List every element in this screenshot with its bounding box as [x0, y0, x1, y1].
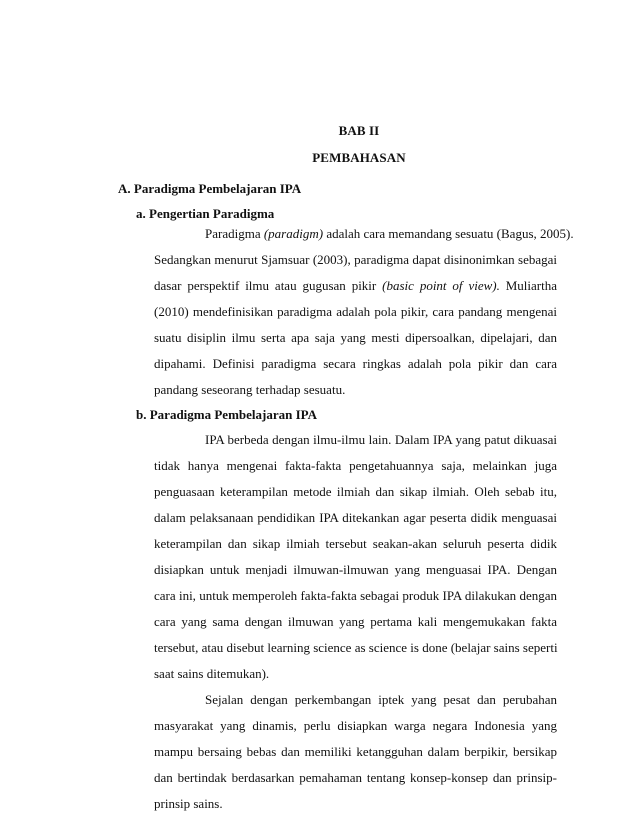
text-run: dasar perspektif ilmu atau gugusan pikir — [154, 278, 383, 293]
paragraph-line: tersebut, atau disebut learning science as science is done (belajar sains seperti — [154, 640, 558, 655]
paragraph-line — [154, 330, 557, 346]
text-run: Muliartha — [499, 278, 558, 293]
paragraph-line — [154, 252, 557, 268]
italic-term: (paradigm) — [263, 226, 324, 241]
section-a-heading: A. Paradigma Pembelajaran IPA — [118, 181, 302, 196]
paragraph-line: tidak hanya mengenai fakta-fakta pengetahuannya saja, melainkan juga — [154, 458, 557, 473]
text-run: adalah cara memandang sesuatu (Bagus, 2005). — [323, 226, 574, 241]
paragraph-line: saat sains ditemukan). — [154, 666, 270, 681]
paragraph-line: mampu bersaing bebas dan memiliki ketangguhan dalam berpikir, bersikap — [154, 744, 557, 759]
paragraph-line: prinsip sains. — [154, 796, 223, 811]
text-run: Paradigma — [205, 226, 264, 241]
text-run: suatu disiplin ilmu serta apa saja yang mesti dipersoalkan, dipelajari, dan — [154, 330, 557, 345]
chapter-title: PEMBAHASAN — [312, 150, 406, 165]
text-run: (2010) mendefinisikan paradigma adalah pola pikir, cara pandang mengenai — [154, 304, 557, 319]
paragraph-line: IPA berbeda dengan ilmu-ilmu lain. Dalam IPA yang patut dikuasai — [205, 432, 557, 447]
paragraph-line — [154, 356, 557, 372]
paragraph-line: masyarakat yang dinamis, perlu disiapkan warga negara Indonesia yang — [154, 718, 557, 733]
text-run: Sedangkan menurut Sjamsuar (2003), paradigma dapat disinonimkan sebagai — [154, 252, 557, 267]
paragraph-line — [154, 382, 557, 398]
paragraph-line: penguasaan keterampilan metode ilmiah dan sikap ilmiah. Oleh sebab itu, — [154, 484, 557, 499]
paragraph-line: cara ini, untuk memperoleh fakta-fakta sebagai produk IPA dilakukan dengan — [154, 588, 557, 603]
paragraph-line: dalam pelaksanaan pendidikan IPA ditekankan agar peserta didik menguasai — [154, 510, 557, 525]
paragraph-line — [154, 304, 557, 320]
paragraph-line: Sejalan dengan perkembangan iptek yang pesat dan perubahan — [205, 692, 557, 707]
paragraph-line: keterampilan dan sikap ilmiah tersebut seakan-akan seluruh peserta didik — [154, 536, 557, 551]
paragraph-line — [205, 226, 574, 242]
chapter-number: BAB II — [338, 123, 380, 138]
paragraph-line: dan bertindak berdasarkan pemahaman tentang konsep-konsep dan prinsip- — [154, 770, 557, 785]
italic-term: (basic point of view). — [382, 278, 500, 293]
subsection-b-heading: b. Paradigma Pembelajaran IPA — [136, 407, 318, 422]
text-run: pandang seseorang terhadap sesuatu. — [154, 382, 346, 397]
text-run: dipahami. Definisi paradigma secara ringkas adalah pola pikir dan cara — [154, 356, 557, 371]
paragraph-line: cara yang sama dengan ilmuwan yang pertama kali mengemukakan fakta — [154, 614, 557, 629]
paragraph-line — [154, 278, 557, 294]
paragraph-line: disiapkan untuk menjadi ilmuwan-ilmuwan yang menguasai IPA. Dengan — [154, 562, 557, 577]
subsection-a-heading: a. Pengertian Paradigma — [136, 206, 275, 221]
